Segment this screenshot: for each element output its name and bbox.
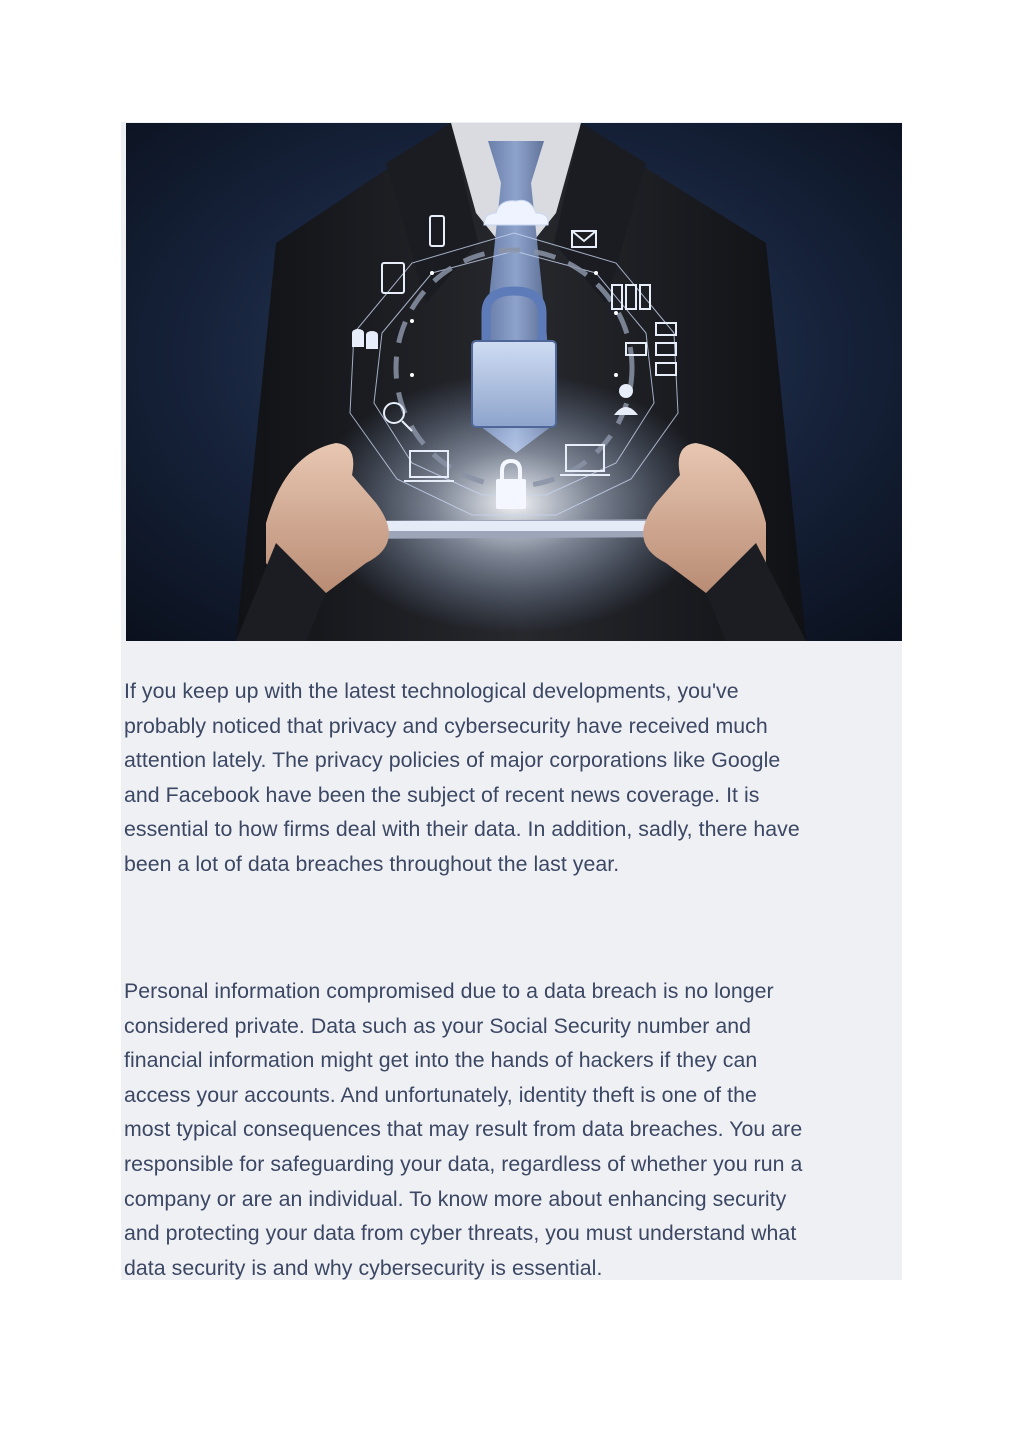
text-line: most typical consequences that may result from data breaches. You are [124, 1117, 803, 1142]
text-line: and protecting your data from cyber threats, you must understand what [124, 1221, 797, 1246]
text-line: considered private. Data such as your Social Security number and [124, 1013, 752, 1038]
data-breach-paragraph [124, 974, 900, 1285]
text-line: data security is and why cybersecurity is essential. [124, 1255, 603, 1280]
hero-illustration [126, 123, 902, 641]
text-line: access your accounts. And unfortunately, identity theft is one of the [124, 1082, 757, 1107]
text-line: responsible for safeguarding your data, regardless of whether you run a [124, 1151, 803, 1176]
text-line: and Facebook have been the subject of recent news coverage. It is [124, 782, 760, 807]
text-line: probably noticed that privacy and cybersecurity have received much [124, 713, 768, 738]
text-line: attention lately. The privacy policies of major corporations like Google [124, 748, 781, 773]
intro-paragraph [124, 674, 900, 882]
text-line: company or are an individual. To know more about enhancing security [124, 1186, 787, 1211]
text-line: If you keep up with the latest technological developments, you've [124, 679, 739, 703]
text-line: financial information might get into the hands of hackers if they can [124, 1048, 758, 1073]
text-line: been a lot of data breaches throughout the last year. [124, 851, 620, 876]
hero-image [126, 123, 902, 641]
text-line: Personal information compromised due to a data breach is no longer [124, 979, 774, 1003]
text-line: essential to how firms deal with their data. In addition, sadly, there have [124, 817, 800, 842]
